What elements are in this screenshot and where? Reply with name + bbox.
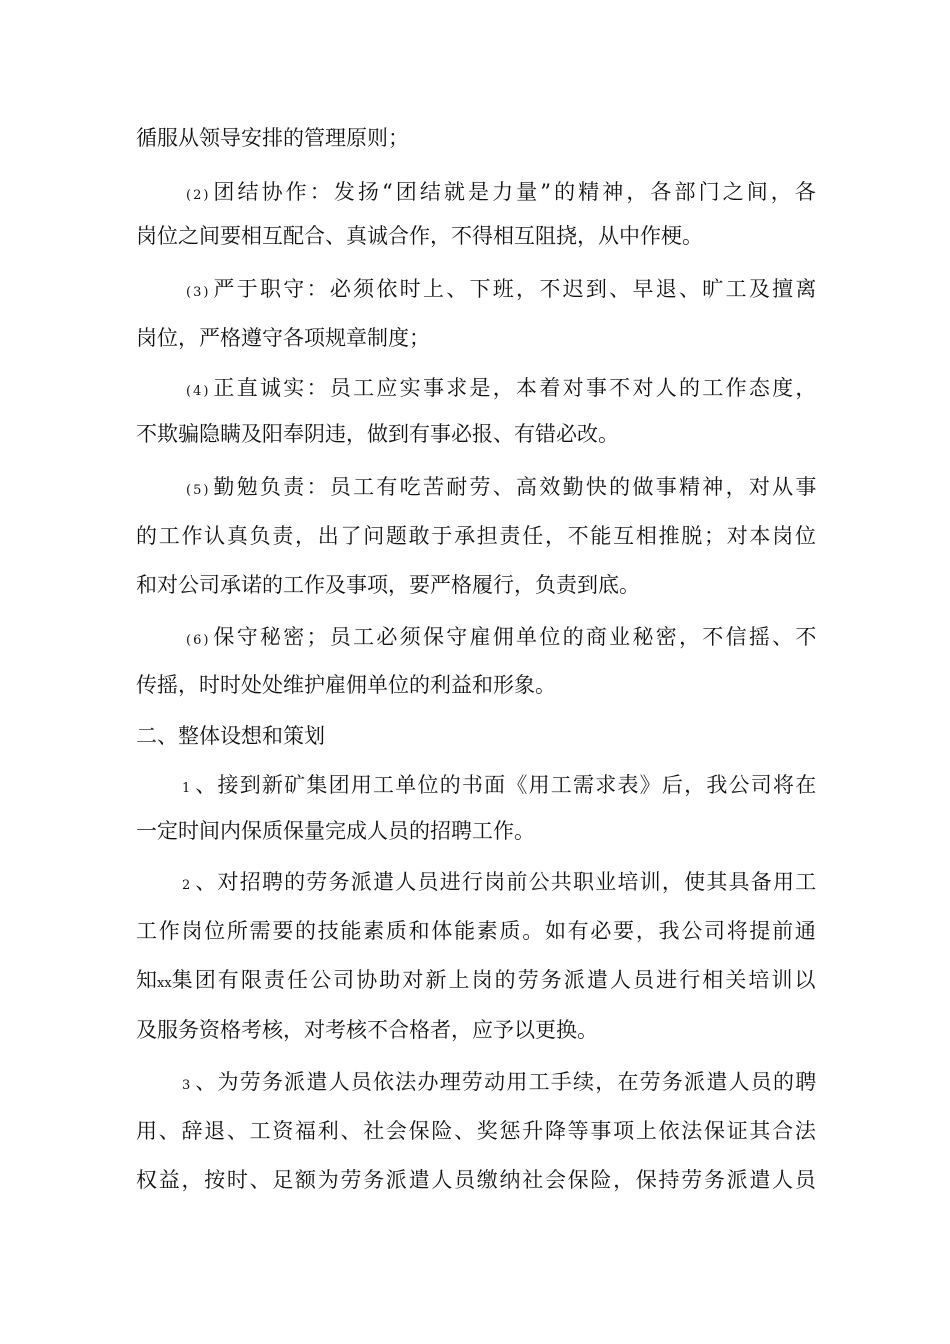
text-line: [186, 172, 819, 212]
text-line: [136, 318, 430, 358]
line-text: 、接到新矿集团用工单位的书面《用工需求表》后，我公司将在: [195, 773, 818, 797]
text-line: [182, 862, 817, 902]
item-number: 3: [182, 1078, 193, 1093]
text-line: [136, 414, 619, 454]
text-line: [186, 368, 819, 408]
text-line: [186, 467, 819, 507]
item-number: (6): [186, 633, 211, 648]
text-line: [136, 911, 818, 951]
line-prefix: 知: [136, 968, 157, 992]
line-text: 一定时间内保质保量完成人员的招聘工作。: [136, 819, 535, 843]
text-line: [136, 960, 818, 1000]
item-number: (2): [186, 188, 211, 203]
line-text: 及服务资格考核，对考核不合格者，应予以更换。: [136, 1018, 598, 1042]
line-text: 岗位，严格遵守各项规章制度；: [136, 326, 430, 350]
line-text: 集团有限责任公司协助对新上岗的劳务派遣人员进行相关培训以: [171, 968, 818, 992]
line-text: 严于职守：必须依时上、下班，不迟到、早退、旷工及擅离: [213, 277, 819, 301]
text-line: [136, 1160, 818, 1200]
text-line: [136, 665, 556, 705]
line-text: 的工作认真负责，出了问题敢于承担责任，不能互相推脱；对本岗位: [136, 524, 818, 548]
item-number: (5): [186, 483, 211, 498]
line-text: 岗位之间要相互配合、真诚合作，不得相互阻挠，从中作梗。: [136, 224, 703, 248]
line-text: 、为劳务派遣人员依法办理劳动用工手续，在劳务派遣人员的聘: [195, 1070, 818, 1094]
text-line: [136, 516, 818, 556]
line-text: 团结协作：发扬“团结就是力量”的精神，各部门之间，各: [213, 180, 819, 204]
line-text: 、对招聘的劳务派遣人员进行岗前公共职业培训，使其具备用工: [195, 870, 818, 894]
text-line: [136, 216, 703, 256]
small-placeholder-text: xx: [157, 976, 172, 991]
item-number: (4): [186, 384, 211, 399]
text-line: [136, 565, 640, 605]
line-text: 二、整体设想和策划: [136, 724, 325, 748]
text-line: [136, 811, 535, 851]
line-text: 循服从领导安排的管理原则；: [136, 126, 409, 150]
text-line: [136, 118, 409, 158]
line-text: 传摇，时时处处维护雇佣单位的利益和形象。: [136, 673, 556, 697]
text-line: [136, 1010, 598, 1050]
line-text: 勤勉负责：员工有吃苦耐劳、高效勤快的做事精神，对从事: [213, 475, 819, 499]
line-text: 和对公司承诺的工作及事项，要严格履行，负责到底。: [136, 573, 640, 597]
line-text: 保守秘密；员工必须保守雇佣单位的商业秘密，不信摇、不: [213, 625, 819, 649]
text-line: [182, 765, 817, 805]
line-text: 用、辞退、工资福利、社会保险、奖惩升降等事项上依法保证其合法: [136, 1119, 818, 1143]
line-text: 工作岗位所需要的技能素质和体能素质。如有必要，我公司将提前通: [136, 919, 818, 943]
line-text: 权益，按时、足额为劳务派遣人员缴纳社会保险，保持劳务派遣人员: [136, 1168, 818, 1192]
item-number: 2: [182, 878, 193, 893]
item-number: (3): [186, 285, 211, 300]
line-text: 正直诚实：员工应实事求是，本着对事不对人的工作态度，: [213, 376, 819, 400]
text-line: [186, 617, 819, 657]
item-number: 1: [182, 781, 193, 796]
line-text: 不欺骗隐瞒及阳奉阴违，做到有事必报、有错必改。: [136, 422, 619, 446]
text-line: [136, 716, 325, 756]
text-line: [186, 269, 819, 309]
text-line: [182, 1062, 817, 1102]
text-line: [136, 1111, 818, 1151]
